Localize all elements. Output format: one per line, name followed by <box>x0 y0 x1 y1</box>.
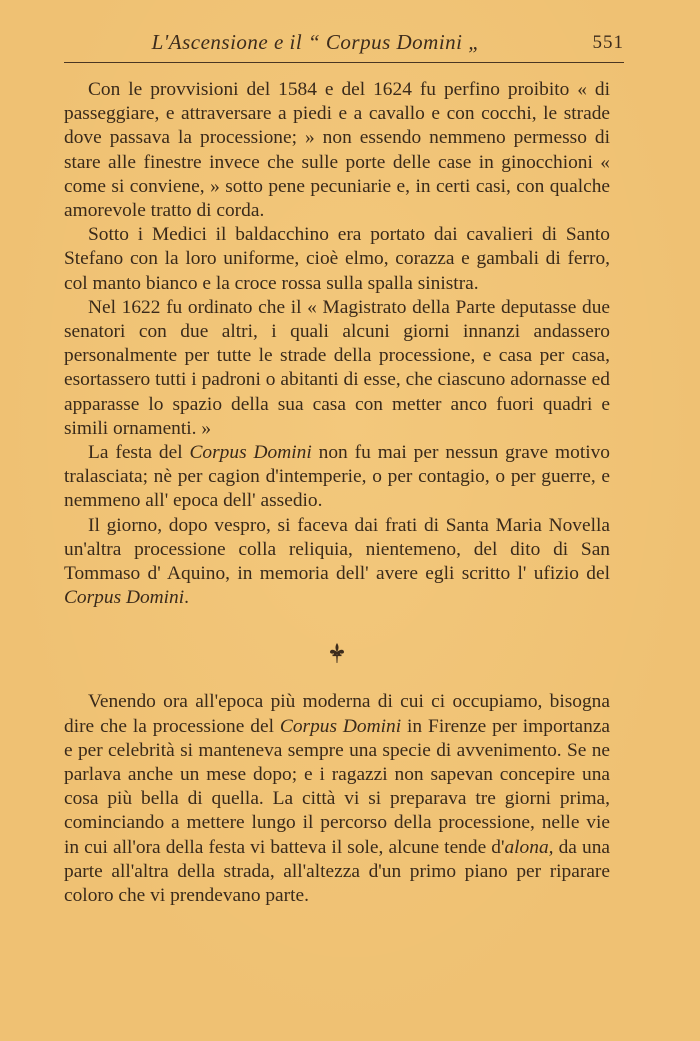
paragraphs-after-ornament <box>64 690 610 908</box>
text-run: Il giorno, dopo vespro, si faceva dai frati di Santa Maria Novella un'altra processione colla reliquia, nientemeno, del dito di San Tommaso d' Aquino, in memoria dell' avere egli scritto l' ufizio del <box>64 514 610 585</box>
section-ornament <box>64 642 610 666</box>
page-header <box>64 24 624 64</box>
paragraph <box>64 514 610 611</box>
paragraph <box>64 78 610 223</box>
italic-text: Corpus Domini <box>279 715 402 737</box>
paragraph <box>64 296 610 441</box>
text-run: Sotto i Medici il baldacchino era portato dai cavalieri di Santo Stefano con la loro uniforme, cioè elmo, corazza e gambali di ferro, col manto bianco e la croce rossa sulla spalla sinistra. <box>64 224 610 294</box>
page-number: 551 <box>592 32 624 53</box>
text-run: . <box>184 587 189 609</box>
paragraph <box>64 223 610 296</box>
running-title: L'Ascensione e il “ Corpus Domini „ <box>151 30 481 54</box>
text-run: Venendo ora all'epoca più moderna di cui ci occupiamo, bisogna dire che la processione del <box>64 691 610 737</box>
text-run: in Firenze per importanza e per celebrità si manteneva sempre una specie di avvenimento. Se ne parlava anche un mese dopo; e i ragazzi non sapevan concepire una cosa più bella di quella. La città vi si preparava tre giorni prima, cominciando a mettere lungo il percorso della processione, nelle vie in cui all'ora della festa vi batteva il sole, alcune tende d' <box>64 715 610 858</box>
italic-text: alona, <box>504 836 554 858</box>
header-rule <box>64 62 624 63</box>
text-run: non fu mai per nessun grave motivo tralasciata; nè per cagion d'intemperie, o per contagio, o per guerre, e nemmeno all' epoca dell' assedio. <box>64 442 610 512</box>
text-run: Con le provvisioni del 1584 e del 1624 fu perfino proibito « di passeggiare, e attraversare a piedi e a cavallo e con cocchi, le strade dove passava la processione; » non essendo nemmeno permesso di stare alle finestre invece che sulle porte delle case in ginocchioni « come si conviene, » sotto pene pecuniarie e, in certi casi, con qualche amorevole tratto di corda. <box>64 79 610 222</box>
paragraph <box>64 690 610 908</box>
text-run: La festa del <box>88 442 190 464</box>
paragraph <box>64 441 610 514</box>
text-run: Nel 1622 fu ordinato che il « Magistrato della Parte deputasse due senatori con due altri, i quali alcuni giorni innanzi andassero personalmente per tutte le strade della processione, e casa per casa, esortassero tutti i padroni o abitanti di esse, che ciascuno adornasse ed apparasse lo spazio della sua casa con metter anco fuori quadri e simili ornamenti. » <box>64 296 610 439</box>
fleur-de-lis-icon <box>328 642 346 664</box>
italic-text: Corpus Domini <box>189 442 312 464</box>
text-run: da una parte all'altra della strada, all'altezza d'un primo piano per riparare coloro che vi prendevano parte. <box>64 836 610 907</box>
italic-text: Corpus Domini <box>64 587 185 609</box>
page-body <box>64 78 610 908</box>
paragraphs-before-ornament <box>64 78 610 610</box>
